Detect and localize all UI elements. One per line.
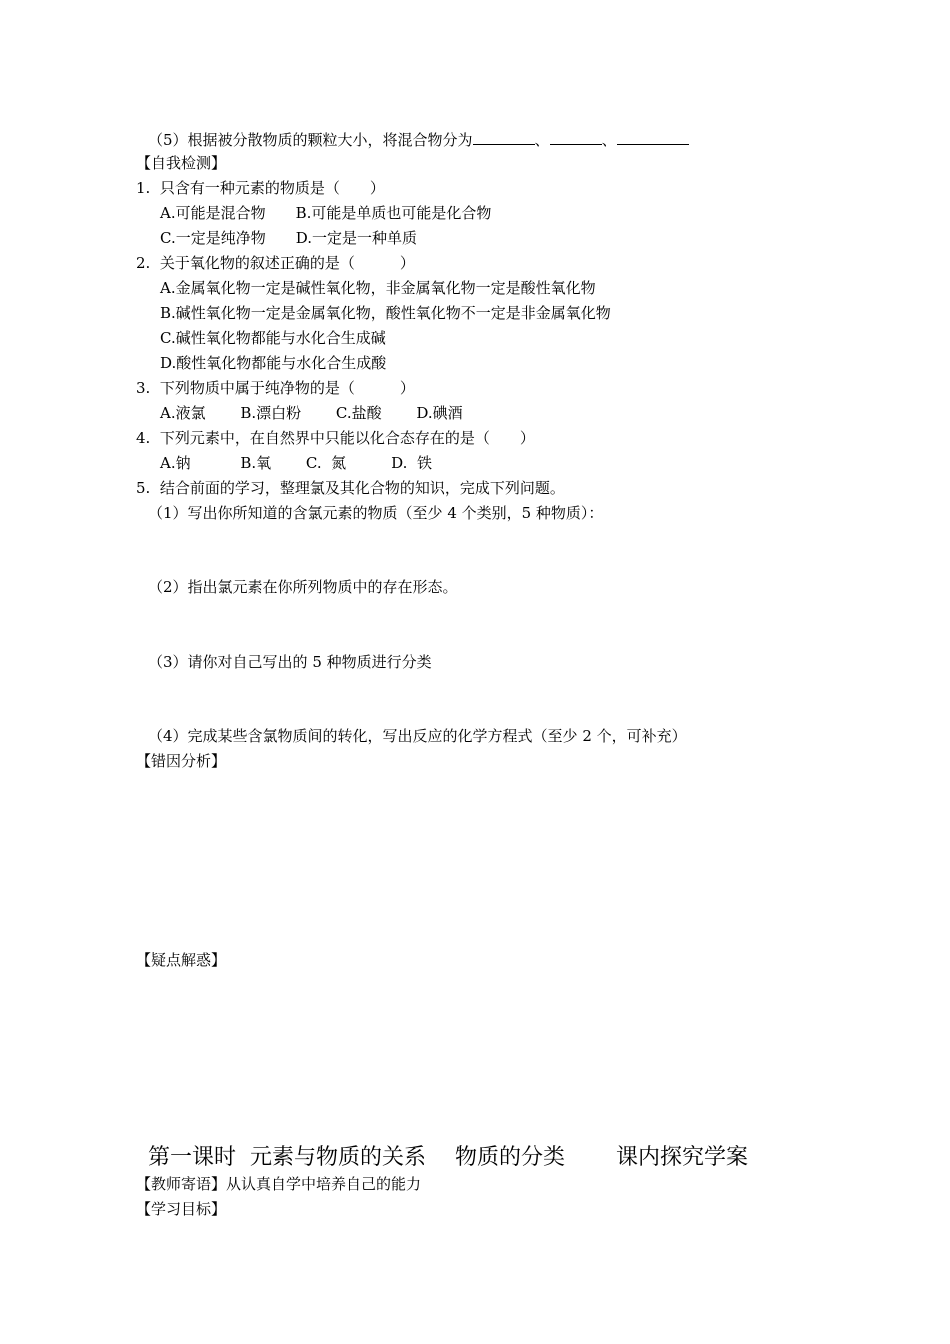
question-4-stem: 4. 下列元素中，在自然界中只能以化合态存在的是（ ）	[136, 429, 535, 447]
sub-question-3: （3）请你对自己写出的 5 种物质进行分类	[148, 653, 432, 671]
teacher-words-label: 【教师寄语】	[136, 1175, 227, 1193]
lesson-title: 第一课时 元素与物质的关系 物质的分类 课内探究学案	[148, 1145, 748, 1170]
teacher-words-text: 从认真自学中培养自己的能力	[226, 1175, 422, 1193]
sub-question-4: （4）完成某些含氯物质间的转化，写出反应的化学方程式（至少 2 个，可补充）	[148, 727, 687, 745]
question-2-option-d: D.酸性氧化物都能与水化合生成酸	[160, 354, 387, 372]
q5-line	[148, 128, 689, 150]
question-5-stem: 5. 结合前面的学习，整理氯及其化合物的知识，完成下列问题。	[136, 479, 565, 497]
blank-separator: 、	[601, 131, 617, 149]
sub-question-1: （1）写出你所知道的含氯元素的物质（至少 4 个类别，5 种物质）：	[148, 504, 604, 522]
question-2-option-b: B.碱性氧化物一定是金属氧化物，酸性氧化物不一定是非金属氧化物	[160, 304, 611, 322]
question-2-option-a: A.金属氧化物一定是碱性氧化物，非金属氧化物一定是酸性氧化物	[160, 279, 596, 297]
answer-blank-2[interactable]	[550, 128, 602, 145]
question-1-option-row-2: C.一定是纯净物 D.一定是一种单质	[160, 229, 417, 247]
blank-separator: 、	[534, 131, 550, 149]
question-3-stem: 3. 下列物质中属于纯净物的是（ ）	[136, 379, 415, 397]
q5-prompt: （5）根据被分散物质的颗粒大小，将混合物分为	[148, 131, 473, 149]
question-2-stem: 2. 关于氧化物的叙述正确的是（ ）	[136, 254, 415, 272]
question-4-options: A.钠 B.氧 C. 氮 D. 铁	[160, 454, 432, 472]
question-1-option-row-1: A.可能是混合物 B.可能是单质也可能是化合物	[160, 204, 492, 222]
question-1-stem: 1. 只含有一种元素的物质是（ ）	[136, 179, 385, 197]
answer-blank-1[interactable]	[473, 128, 535, 145]
question-2-option-c: C.碱性氧化物都能与水化合生成碱	[160, 329, 386, 347]
self-check-heading: 【自我检测】	[136, 154, 227, 172]
question-3-options: A.液氯 B.漂白粉 C.盐酸 D.碘酒	[160, 404, 463, 422]
learning-goals-heading: 【学习目标】	[136, 1200, 227, 1218]
sub-question-2: （2）指出氯元素在你所列物质中的存在形态。	[148, 578, 458, 596]
error-analysis-heading: 【错因分析】	[136, 752, 227, 770]
doubt-resolution-heading: 【疑点解惑】	[136, 951, 227, 969]
answer-blank-3[interactable]	[617, 128, 689, 145]
teacher-words	[136, 1174, 421, 1194]
